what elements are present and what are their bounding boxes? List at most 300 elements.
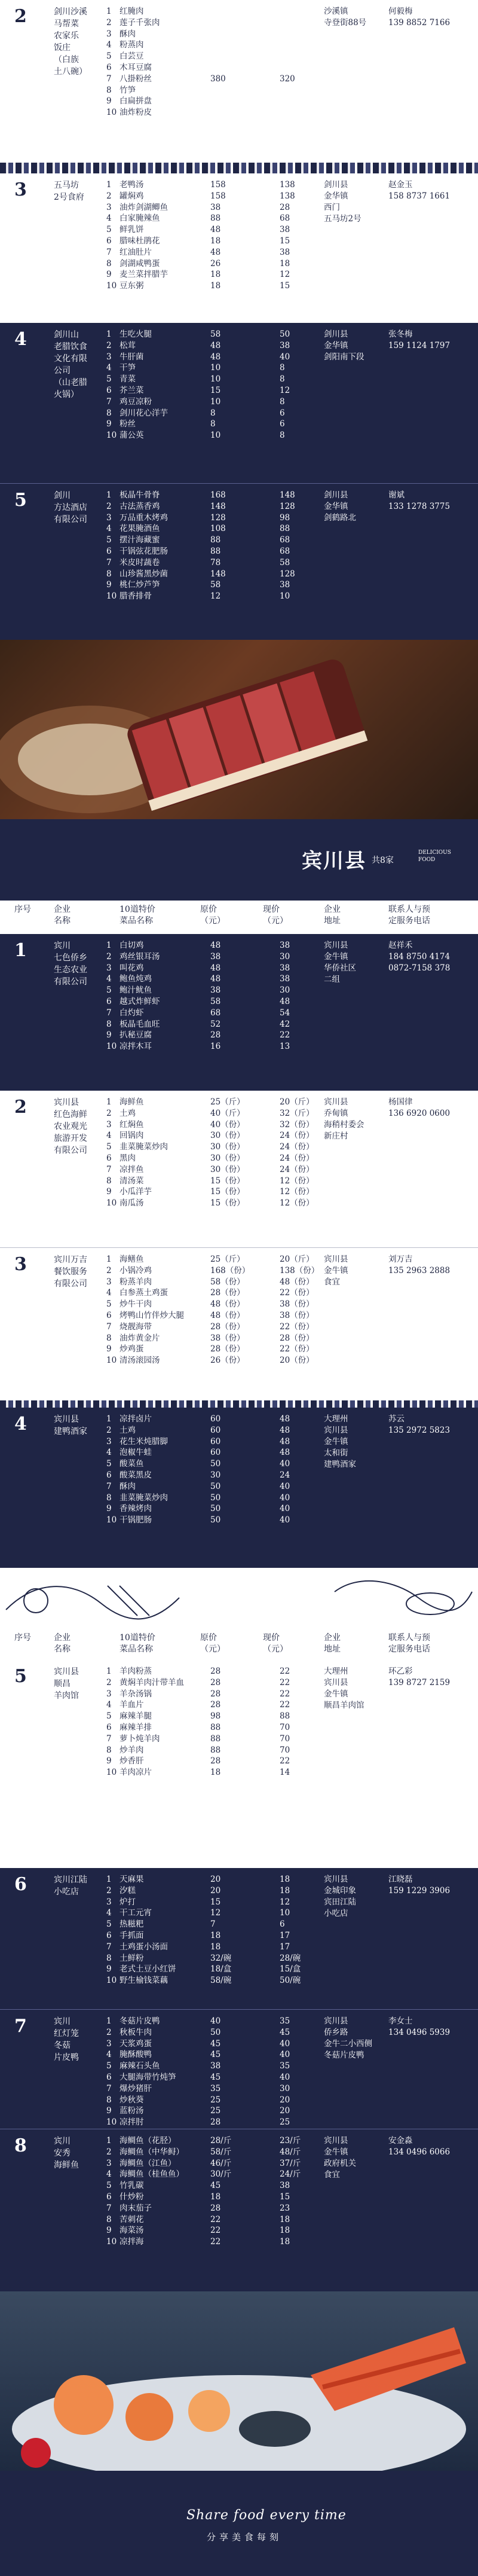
special-price: 15 xyxy=(280,2192,290,2202)
dish-number: 3 xyxy=(106,1689,112,1699)
food-sketch-image xyxy=(0,1568,478,1630)
original-price xyxy=(210,39,280,51)
original-price: 48（份） xyxy=(210,1299,245,1310)
contact-phone: 刘万吉 135 2963 2888 xyxy=(388,1255,451,1275)
dish-row xyxy=(106,1767,339,1778)
special-price xyxy=(280,107,339,118)
dish-row xyxy=(106,191,339,202)
dish-name: 越式炸鲜虾 xyxy=(120,996,160,1006)
special-price: 38（份） xyxy=(280,1299,314,1310)
contact-phone: 苏云 135 2972 5823 xyxy=(388,1414,451,1435)
original-price: 58/碗 xyxy=(210,1976,232,1986)
dish-row xyxy=(106,213,339,224)
dish-number: 5 xyxy=(106,1459,112,1469)
special-price: 28/碗 xyxy=(280,1953,301,1963)
special-price: 88 xyxy=(280,1711,290,1722)
ornament-strip xyxy=(0,163,478,173)
dish-number: 5 xyxy=(106,374,112,384)
dish-row xyxy=(106,385,339,396)
special-price: 88 xyxy=(280,524,290,534)
dish-number: 3 xyxy=(106,1897,112,1907)
dish-list xyxy=(106,2135,339,2248)
dish-number: 7 xyxy=(106,1733,112,1744)
entry-band xyxy=(0,1408,478,1568)
dish-name: 爆炒猪肝 xyxy=(120,2083,152,2093)
dish-number: 10 xyxy=(106,1515,117,1525)
dish-number: 8 xyxy=(106,408,112,418)
original-price: 58 xyxy=(210,329,221,339)
dish-name: 叫花鸡 xyxy=(120,963,144,973)
dish-number: 9 xyxy=(106,1187,112,1197)
original-price: 68 xyxy=(210,1008,221,1018)
dish-name: 红油肚片 xyxy=(120,247,152,257)
ornament-strip xyxy=(0,1400,478,1408)
dish-name: 小瓜洋芋 xyxy=(120,1187,152,1197)
dish-number: 3 xyxy=(106,202,112,212)
dish-name: 烤鸭山竹伴炒大腿 xyxy=(120,1310,184,1320)
contact-phone: 何毅梅 139 8852 7166 xyxy=(388,7,451,28)
dish-name: 白扁拼盘 xyxy=(120,96,152,106)
dish-name: 土鸡 xyxy=(120,1425,136,1435)
dish-name: 老鸭汤 xyxy=(120,180,144,190)
dish-number: 10 xyxy=(106,1042,117,1052)
dish-number: 7 xyxy=(106,247,112,257)
dish-number: 10 xyxy=(106,1768,117,1778)
original-price: 18 xyxy=(210,236,221,246)
dish-name: 剑川花心洋芋 xyxy=(120,408,168,418)
special-price: 50 xyxy=(280,329,290,339)
dish-number: 2 xyxy=(106,340,112,350)
dish-name: 桃仁炒芦笋 xyxy=(120,580,160,590)
dish-row xyxy=(106,236,339,247)
special-price: 18 xyxy=(280,258,290,268)
dish-row xyxy=(106,1142,339,1153)
dish-number: 3 xyxy=(106,29,112,39)
dish-number: 8 xyxy=(106,1019,112,1029)
dish-name: 海鲷鱼（桂鱼鱼） xyxy=(120,2169,184,2180)
dish-name: 黄焖羊肉汁带羊血 xyxy=(120,1677,184,1687)
special-price: 22 xyxy=(280,1030,290,1040)
original-price: 8 xyxy=(210,408,216,418)
original-price: 60 xyxy=(210,1414,221,1424)
original-price xyxy=(210,51,280,62)
special-price: 8 xyxy=(280,363,285,373)
dish-name: 酸菜鱼 xyxy=(120,1459,144,1469)
original-price: 48 xyxy=(210,941,221,950)
dish-name: 土鸡蛋小汤面 xyxy=(120,1942,168,1952)
special-price: 28 xyxy=(280,202,290,212)
original-price: 28/斤 xyxy=(210,2136,232,2145)
dish-name: 羊血片 xyxy=(120,1700,144,1710)
dish-row xyxy=(106,362,339,374)
original-price xyxy=(210,96,280,107)
original-price: 28 xyxy=(210,1689,221,1699)
dish-row xyxy=(106,396,339,408)
original-price: 48 xyxy=(210,247,221,257)
original-price xyxy=(210,6,280,17)
dish-number: 3 xyxy=(106,963,112,973)
dish-row xyxy=(106,2169,339,2180)
dish-list xyxy=(106,329,339,441)
original-price: 22 xyxy=(210,2226,221,2236)
entry-number: 2 xyxy=(14,6,27,27)
dish-number: 2 xyxy=(106,2027,112,2037)
company-address: 剑川县 金华镇 西门 五马坊2号 xyxy=(324,180,361,224)
special-price: 38 xyxy=(280,941,290,950)
dish-name: 凉拌肘 xyxy=(120,2117,144,2128)
dish-name: 腌酥酸鸭 xyxy=(120,2050,152,2060)
original-price: 10 xyxy=(210,431,221,441)
seafood-photo xyxy=(0,2291,478,2471)
dish-number: 9 xyxy=(106,1504,112,1514)
dish-number: 6 xyxy=(106,1310,112,1320)
dish-name: 罐焖鸡 xyxy=(120,191,144,201)
dish-name: 牛肝菌 xyxy=(120,352,144,362)
original-price: 98 xyxy=(210,1711,221,1722)
dish-name: 冬菇片皮鸭 xyxy=(120,2016,160,2026)
dish-row xyxy=(106,963,339,974)
special-price: 22（份） xyxy=(280,1321,314,1332)
dish-number: 9 xyxy=(106,270,112,280)
dish-number: 7 xyxy=(106,1481,112,1491)
dish-name: 芥兰菜 xyxy=(120,385,144,395)
dish-row xyxy=(106,1344,339,1355)
original-price: 88 xyxy=(210,1733,221,1744)
dish-row xyxy=(106,1097,339,1108)
special-price: 42 xyxy=(280,1019,290,1029)
special-price: 38 xyxy=(280,963,290,973)
dish-number: 3 xyxy=(106,1119,112,1130)
original-price: 168（份） xyxy=(210,1265,250,1275)
original-price: 15（份） xyxy=(210,1198,245,1208)
dish-number: 2 xyxy=(106,2147,112,2157)
original-price: 50 xyxy=(210,1459,221,1469)
dish-row xyxy=(106,2117,339,2128)
dish-number: 10 xyxy=(106,2117,117,2128)
original-price: 28 xyxy=(210,2203,221,2213)
ham-photo xyxy=(0,640,478,819)
special-price: 70 xyxy=(280,1733,290,1744)
dish-number: 5 xyxy=(106,51,112,62)
company-address: 沙溪镇 寺登街88号 xyxy=(324,7,367,28)
footer-slogan-cn: 分享美食每刻 xyxy=(207,2532,283,2543)
dish-row xyxy=(106,1942,339,1953)
dish-name: 海鲷鱼（花胫） xyxy=(120,2136,176,2145)
dish-name: 红腌肉 xyxy=(120,7,144,16)
dish-number: 10 xyxy=(106,2237,117,2247)
header-addr: 企业 地址 xyxy=(324,1633,341,1654)
original-price: 60 xyxy=(210,1425,221,1435)
special-price: 22 xyxy=(280,1689,290,1699)
dish-row xyxy=(106,1310,339,1321)
company-address: 剑川县 金华镇 剑鹤路北 xyxy=(324,490,356,523)
original-price: 50 xyxy=(210,1481,221,1491)
special-price: 30 xyxy=(280,951,290,962)
special-price: 40 xyxy=(280,2072,290,2082)
company-name: 五马坊 2号食府 xyxy=(54,181,84,202)
dish-number: 3 xyxy=(106,512,112,523)
special-price: 17 xyxy=(280,1930,290,1940)
dish-name: 鸡豆凉粉 xyxy=(120,396,152,407)
county-title: 宾川县 xyxy=(302,849,366,873)
dish-row xyxy=(106,179,339,191)
original-price: 8 xyxy=(210,419,216,429)
footer xyxy=(0,2471,478,2576)
dish-name: 竹笋 xyxy=(120,85,136,95)
original-price: 16 xyxy=(210,1042,221,1052)
dish-name: 热糍粑 xyxy=(120,1919,144,1930)
contact-phone: 杨国律 136 6920 0600 xyxy=(388,1097,451,1118)
company-name: 剑川 方达酒店 有限公司 xyxy=(54,491,87,524)
dish-name: 凉拌木耳 xyxy=(120,1042,152,1052)
dish-name: 南瓜汤 xyxy=(120,1198,144,1208)
original-price xyxy=(210,29,280,40)
special-price: 22 xyxy=(280,1756,290,1766)
dish-row xyxy=(106,579,339,591)
dish-name: 山珍酱黑炒菌 xyxy=(120,569,168,579)
dish-number: 10 xyxy=(106,1976,117,1986)
header-orig: 原价 （元） xyxy=(200,905,225,926)
entry-band xyxy=(0,173,478,323)
header-company: 企业 名称 xyxy=(54,905,71,926)
original-price: 46/斤 xyxy=(210,2158,232,2168)
dish-name: 海鳝鱼 xyxy=(120,1255,144,1264)
special-price xyxy=(280,62,339,74)
dish-number: 8 xyxy=(106,1745,112,1755)
dish-name: 海鲷鱼（中华鲟） xyxy=(120,2147,184,2157)
original-price: 35 xyxy=(210,2083,221,2093)
dish-name: 土鸡 xyxy=(120,1108,136,1118)
special-price: 68 xyxy=(280,546,290,556)
dish-name: 干工元宵 xyxy=(120,1908,152,1918)
company-address: 宾川县 金牛镇 政府机关 食宜 xyxy=(324,2136,356,2180)
entry-number: 4 xyxy=(14,329,27,350)
dish-name: 花果腌酒鱼 xyxy=(120,524,160,534)
header-addr: 企业 地址 xyxy=(324,905,341,926)
dish-row xyxy=(106,1030,339,1041)
original-price: 10 xyxy=(210,374,221,384)
original-price: 38 xyxy=(210,202,221,212)
dish-number: 4 xyxy=(106,2169,112,2180)
special-price: 50/碗 xyxy=(280,1976,301,1986)
dish-row xyxy=(106,1756,339,1767)
dish-number: 9 xyxy=(106,96,112,106)
special-price: 22 xyxy=(280,1677,290,1687)
special-price: 20 xyxy=(280,2106,290,2116)
entry-number: 6 xyxy=(14,1874,27,1895)
dish-list xyxy=(106,1254,339,1366)
original-price: 50 xyxy=(210,2027,221,2037)
dish-name: 炒羊肉 xyxy=(120,1745,144,1755)
dish-list xyxy=(106,1097,339,1209)
entry-number: 3 xyxy=(14,1254,27,1275)
dish-row xyxy=(106,1287,339,1299)
original-price: 25 xyxy=(210,2095,221,2105)
dish-name: 炒牛干肉 xyxy=(120,1299,152,1310)
original-price: 28 xyxy=(210,2117,221,2128)
dish-number: 3 xyxy=(106,1277,112,1287)
dish-name: 野生榆钱菜藕 xyxy=(120,1976,168,1986)
dish-name: 土鲜粉 xyxy=(120,1953,144,1963)
dish-row xyxy=(106,269,339,280)
special-price: 17 xyxy=(280,1942,290,1952)
special-price: 38 xyxy=(280,340,290,350)
dish-row xyxy=(106,1019,339,1030)
dish-row xyxy=(106,1425,339,1436)
dish-list xyxy=(106,1414,339,1526)
special-price: 128 xyxy=(280,501,295,511)
dish-row xyxy=(106,408,339,419)
contact-phone: 谢斌 133 1278 3775 xyxy=(388,490,451,511)
original-price: 48 xyxy=(210,974,221,984)
company-name: 宾川县 顺昌 羊肉馆 xyxy=(54,1667,79,1701)
special-price: 40 xyxy=(280,1459,290,1469)
original-price: 30（份） xyxy=(210,1153,245,1163)
dish-name: 鲍汁鱿鱼 xyxy=(120,985,152,996)
special-price: 12 xyxy=(280,1897,290,1907)
dish-number: 6 xyxy=(106,236,112,246)
dish-number: 9 xyxy=(106,419,112,429)
dish-number: 5 xyxy=(106,535,112,545)
original-price: 15 xyxy=(210,1897,221,1907)
dish-row xyxy=(106,1470,339,1481)
company-name: 剑川沙溪 马帮菜 农家乐 饭庄 （白族 土八碗） xyxy=(54,7,87,77)
dish-row xyxy=(106,1277,339,1288)
dish-name: 什炒粉 xyxy=(120,2192,144,2202)
dish-row xyxy=(106,2027,339,2038)
dish-row xyxy=(106,258,339,270)
entry-number: 3 xyxy=(14,179,27,200)
special-price: 38 xyxy=(280,580,290,590)
special-price: 18 xyxy=(280,2226,290,2236)
dish-name: 鲍鱼炖鸡 xyxy=(120,974,152,984)
contact-phone: 环乙彩 139 8727 2159 xyxy=(388,1667,451,1687)
company-address: 剑川县 金华镇 剑阳南下段 xyxy=(324,329,364,362)
dish-row xyxy=(106,1907,339,1919)
special-price: 8 xyxy=(280,396,285,407)
dish-number: 1 xyxy=(106,1097,112,1107)
special-price: 58 xyxy=(280,557,290,567)
original-price: 18 xyxy=(210,1942,221,1952)
dish-number: 1 xyxy=(106,329,112,339)
header-seq: 序号 xyxy=(14,1633,31,1643)
dish-number: 6 xyxy=(106,1722,112,1732)
dish-row xyxy=(106,1677,339,1689)
dish-row xyxy=(106,1885,339,1897)
original-price: 38 xyxy=(210,2061,221,2071)
entry-band xyxy=(0,483,478,640)
special-price: 6 xyxy=(280,1919,285,1930)
original-price: 10 xyxy=(210,363,221,373)
dish-row xyxy=(106,1176,339,1187)
original-price: 18 xyxy=(210,1930,221,1940)
dish-number: 4 xyxy=(106,40,112,50)
special-price: 24（份） xyxy=(280,1164,314,1174)
special-price: 20 xyxy=(280,2095,290,2105)
dish-row xyxy=(106,1689,339,1700)
dish-row xyxy=(106,202,339,213)
dish-row xyxy=(106,62,339,74)
dish-number: 1 xyxy=(106,2136,112,2145)
dish-row xyxy=(106,17,339,29)
dish-number: 4 xyxy=(106,1448,112,1458)
dish-number: 6 xyxy=(106,62,112,72)
dish-row xyxy=(106,2095,339,2106)
dish-row xyxy=(106,2225,339,2236)
dish-row xyxy=(106,2061,339,2072)
contact-phone: 李女士 134 0496 5939 xyxy=(388,2016,451,2037)
dish-number: 2 xyxy=(106,1425,112,1435)
original-price: 88 xyxy=(210,1722,221,1732)
special-price xyxy=(280,96,339,107)
dish-row xyxy=(106,352,339,363)
special-price: 12 xyxy=(280,385,290,395)
dish-name: 大腿海带竹炖笋 xyxy=(120,2072,176,2082)
dish-number: 6 xyxy=(106,546,112,556)
dish-row xyxy=(106,1975,339,1986)
original-price: 148 xyxy=(210,569,226,579)
dish-name: 白切鸡 xyxy=(120,941,144,950)
dish-name: 秋板牛肉 xyxy=(120,2027,152,2037)
dish-row xyxy=(106,74,339,85)
original-price: 48 xyxy=(210,963,221,973)
special-price: 38 xyxy=(280,974,290,984)
special-price: 15/盒 xyxy=(280,1964,301,1974)
dish-row xyxy=(106,2214,339,2226)
special-price xyxy=(280,85,339,96)
dish-number: 10 xyxy=(106,1198,117,1208)
dish-name: 油炸黄金片 xyxy=(120,1333,160,1343)
special-price: 15 xyxy=(280,281,290,291)
company-name: 宾川县 红色海鲜 农业观光 旅游开发 有限公司 xyxy=(54,1098,87,1155)
original-price: 30（份） xyxy=(210,1131,245,1141)
entry-number: 5 xyxy=(14,490,27,511)
dish-number: 2 xyxy=(106,17,112,28)
contact-phone: 赵祥禾 184 8750 4174 0872-7158 378 xyxy=(388,941,451,973)
original-price: 128 xyxy=(210,512,226,523)
dish-row xyxy=(106,6,339,17)
dish-row xyxy=(106,557,339,569)
dish-number: 7 xyxy=(106,1942,112,1952)
dish-row xyxy=(106,1186,339,1198)
dish-row xyxy=(106,1699,339,1711)
special-price: 35 xyxy=(280,2016,290,2026)
original-price: 380 xyxy=(210,74,226,84)
dish-row xyxy=(106,546,339,557)
dish-name: 白芸豆 xyxy=(120,51,144,62)
special-price: 40 xyxy=(280,1504,290,1514)
dish-list xyxy=(106,179,339,292)
table-header xyxy=(0,1630,478,1661)
contact-phone: 江晓磊 159 1229 3906 xyxy=(388,1875,451,1896)
dish-name: 小锅冷鸡 xyxy=(120,1265,152,1275)
dish-name: 麻辣羊腿 xyxy=(120,1711,152,1722)
dish-row xyxy=(106,535,339,546)
special-price: 38 xyxy=(280,247,290,257)
special-price: 70 xyxy=(280,1722,290,1732)
original-price xyxy=(210,62,280,74)
dish-row xyxy=(106,2083,339,2095)
dish-number: 1 xyxy=(106,490,112,500)
dish-row xyxy=(106,419,339,430)
dish-row xyxy=(106,107,339,118)
dish-row xyxy=(106,1447,339,1458)
dish-row xyxy=(106,1164,339,1176)
dish-name: 羊杂汤锅 xyxy=(120,1689,152,1699)
dish-row xyxy=(106,1874,339,1885)
dish-name: 香辣烤肉 xyxy=(120,1504,152,1514)
original-price: 12 xyxy=(210,591,221,602)
